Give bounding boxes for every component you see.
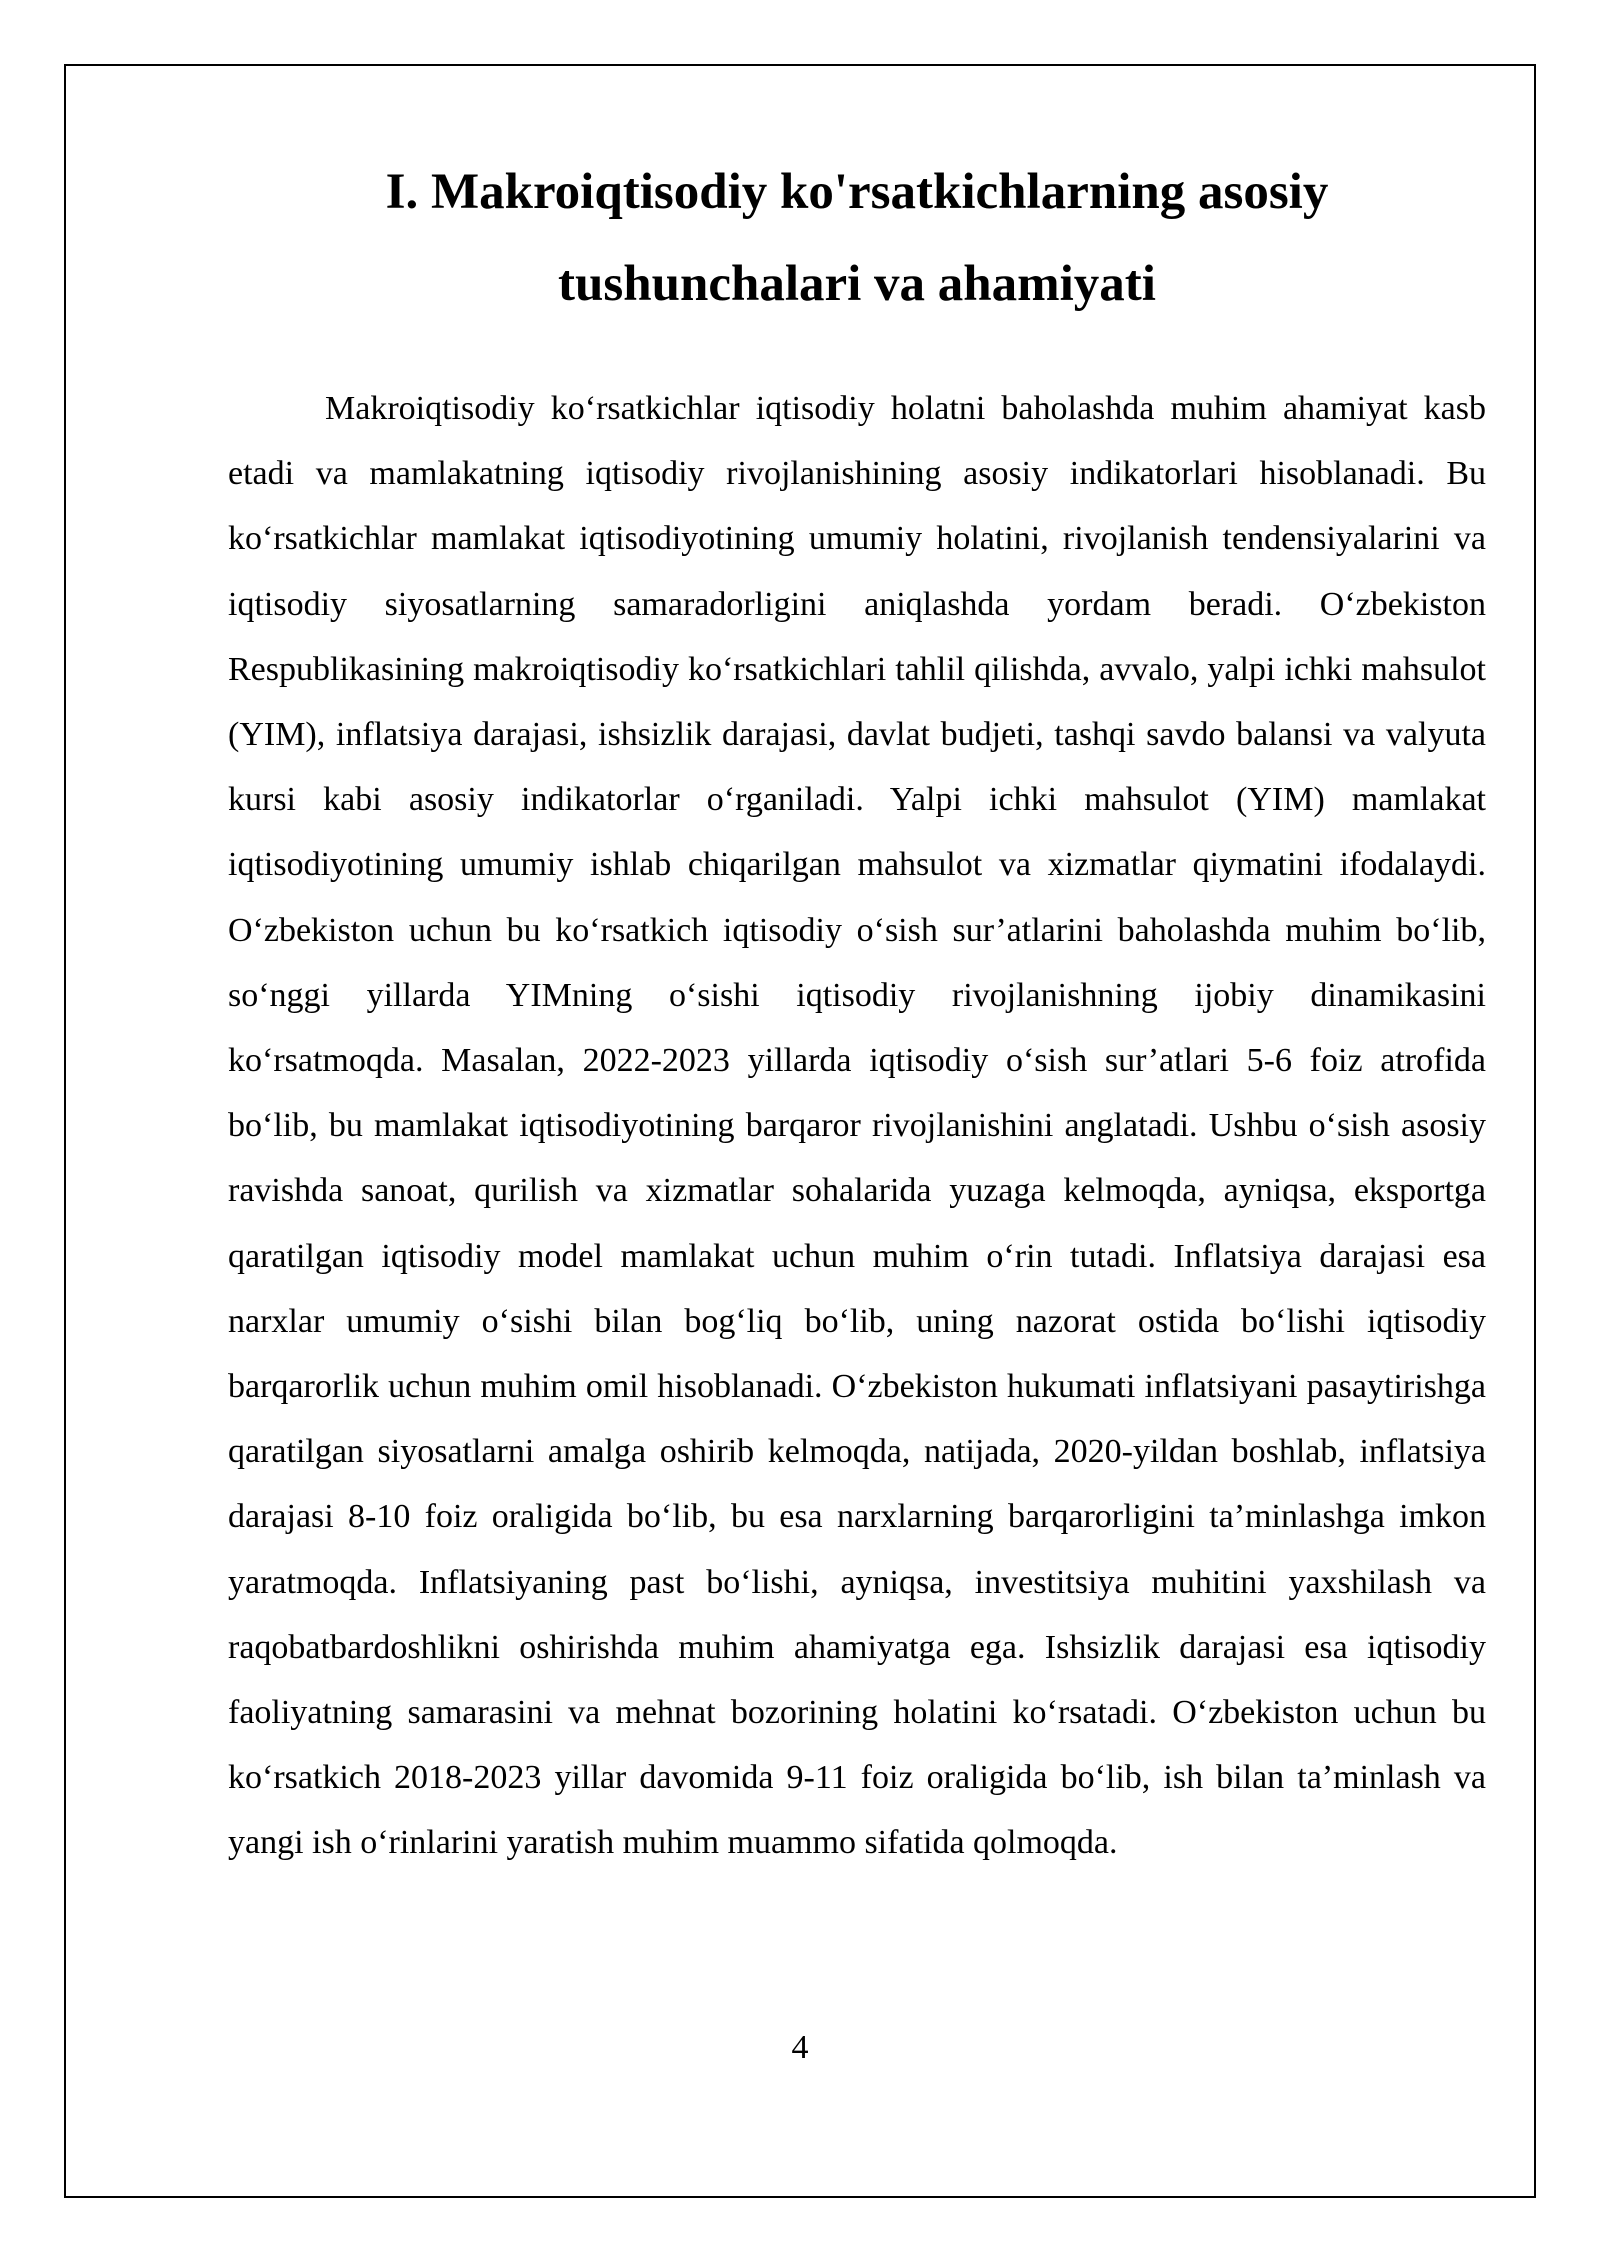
page-number: 4 xyxy=(791,2029,809,2066)
section-title-line-1: I. Makroiqtisodiy ko'rsatkichlarning asosiy xyxy=(385,164,1329,220)
section-title xyxy=(228,146,1486,330)
section-title-line-2: tushunchalari va ahamiyati xyxy=(558,256,1156,312)
body-paragraph: Makroiqtisodiy ko‘rsatkichlar iqtisodiy holatni baholashda muhim ahamiyat kasb etadi va mamlakatning iqtisodiy rivojlanishining asosiy indikatorlari hisoblanadi. Bu ko‘rsatkichlar mamlakat iqtisodiyotining umumiy holatini, rivojlanish tendensiyalarini va iqtisodiy siyosatlarning samaradorligini aniqlashda yordam beradi. O‘zbekiston Respublikasining makroiqtisodiy ko‘rsatkichlari tahlil qilishda, avvalo, yalpi ichki mahsulot (YIM), inflatsiya darajasi, ishsizlik darajasi, davlat budjeti, tashqi savdo balansi va valyuta kursi kabi asosiy indikatorlar o‘rganiladi. Yalpi ichki mahsulot (YIM) mamlakat iqtisodiyotining umumiy ishlab chiqarilgan mahsulot va xizmatlar qiymatini ifodalaydi. O‘zbekiston uchun bu ko‘rsatkich iqtisodiy o‘sish sur’atlarini baholashda muhim bo‘lib, so‘nggi yillarda YIMning o‘sishi iqtisodiy rivojlanishning ijobiy dinamikasini ko‘rsatmoqda. Masalan, 2022-2023 yillarda iqtisodiy o‘sish sur’atlari 5-6 foiz atrofida bo‘lib, bu mamlakat iqtisodiyotining barqaror rivojlanishini anglatadi. Ushbu o‘sish asosiy ravishda sanoat, qurilish va xizmatlar sohalarida yuzaga kelmoqda, ayniqsa, eksportga qaratilgan iqtisodiy model mamlakat uchun muhim o‘rin tutadi. Inflatsiya darajasi esa narxlar umumiy o‘sishi bilan bog‘liq bo‘lib, uning nazorat ostida bo‘lishi iqtisodiy barqarorlik uchun muhim omil hisoblanadi. O‘zbekiston hukumati inflatsiyani pasaytirishga qaratilgan siyosatlarni amalga oshirib kelmoqda, natijada, 2020-yildan boshlab, inflatsiya darajasi 8-10 foiz oraligida bo‘lib, bu esa narxlarning barqarorligini ta’minlashga imkon yaratmoqda. Inflatsiyaning past bo‘lishi, ayniqsa, investitsiya muhitini yaxshilash va raqobatbardoshlikni oshirishda muhim ahamiyatga ega. Ishsizlik darajasi esa iqtisodiy faoliyatning samarasini va mehnat bozorining holatini ko‘rsatadi. O‘zbekiston uchun bu ko‘rsatkich 2018-2023 yillar davomida 9-11 foiz oraligida bo‘lib, ish bilan ta’minlash va yangi ish o‘rinlarini yaratish muhim muammo sifatida qolmoqda. xyxy=(228,390,1486,1862)
